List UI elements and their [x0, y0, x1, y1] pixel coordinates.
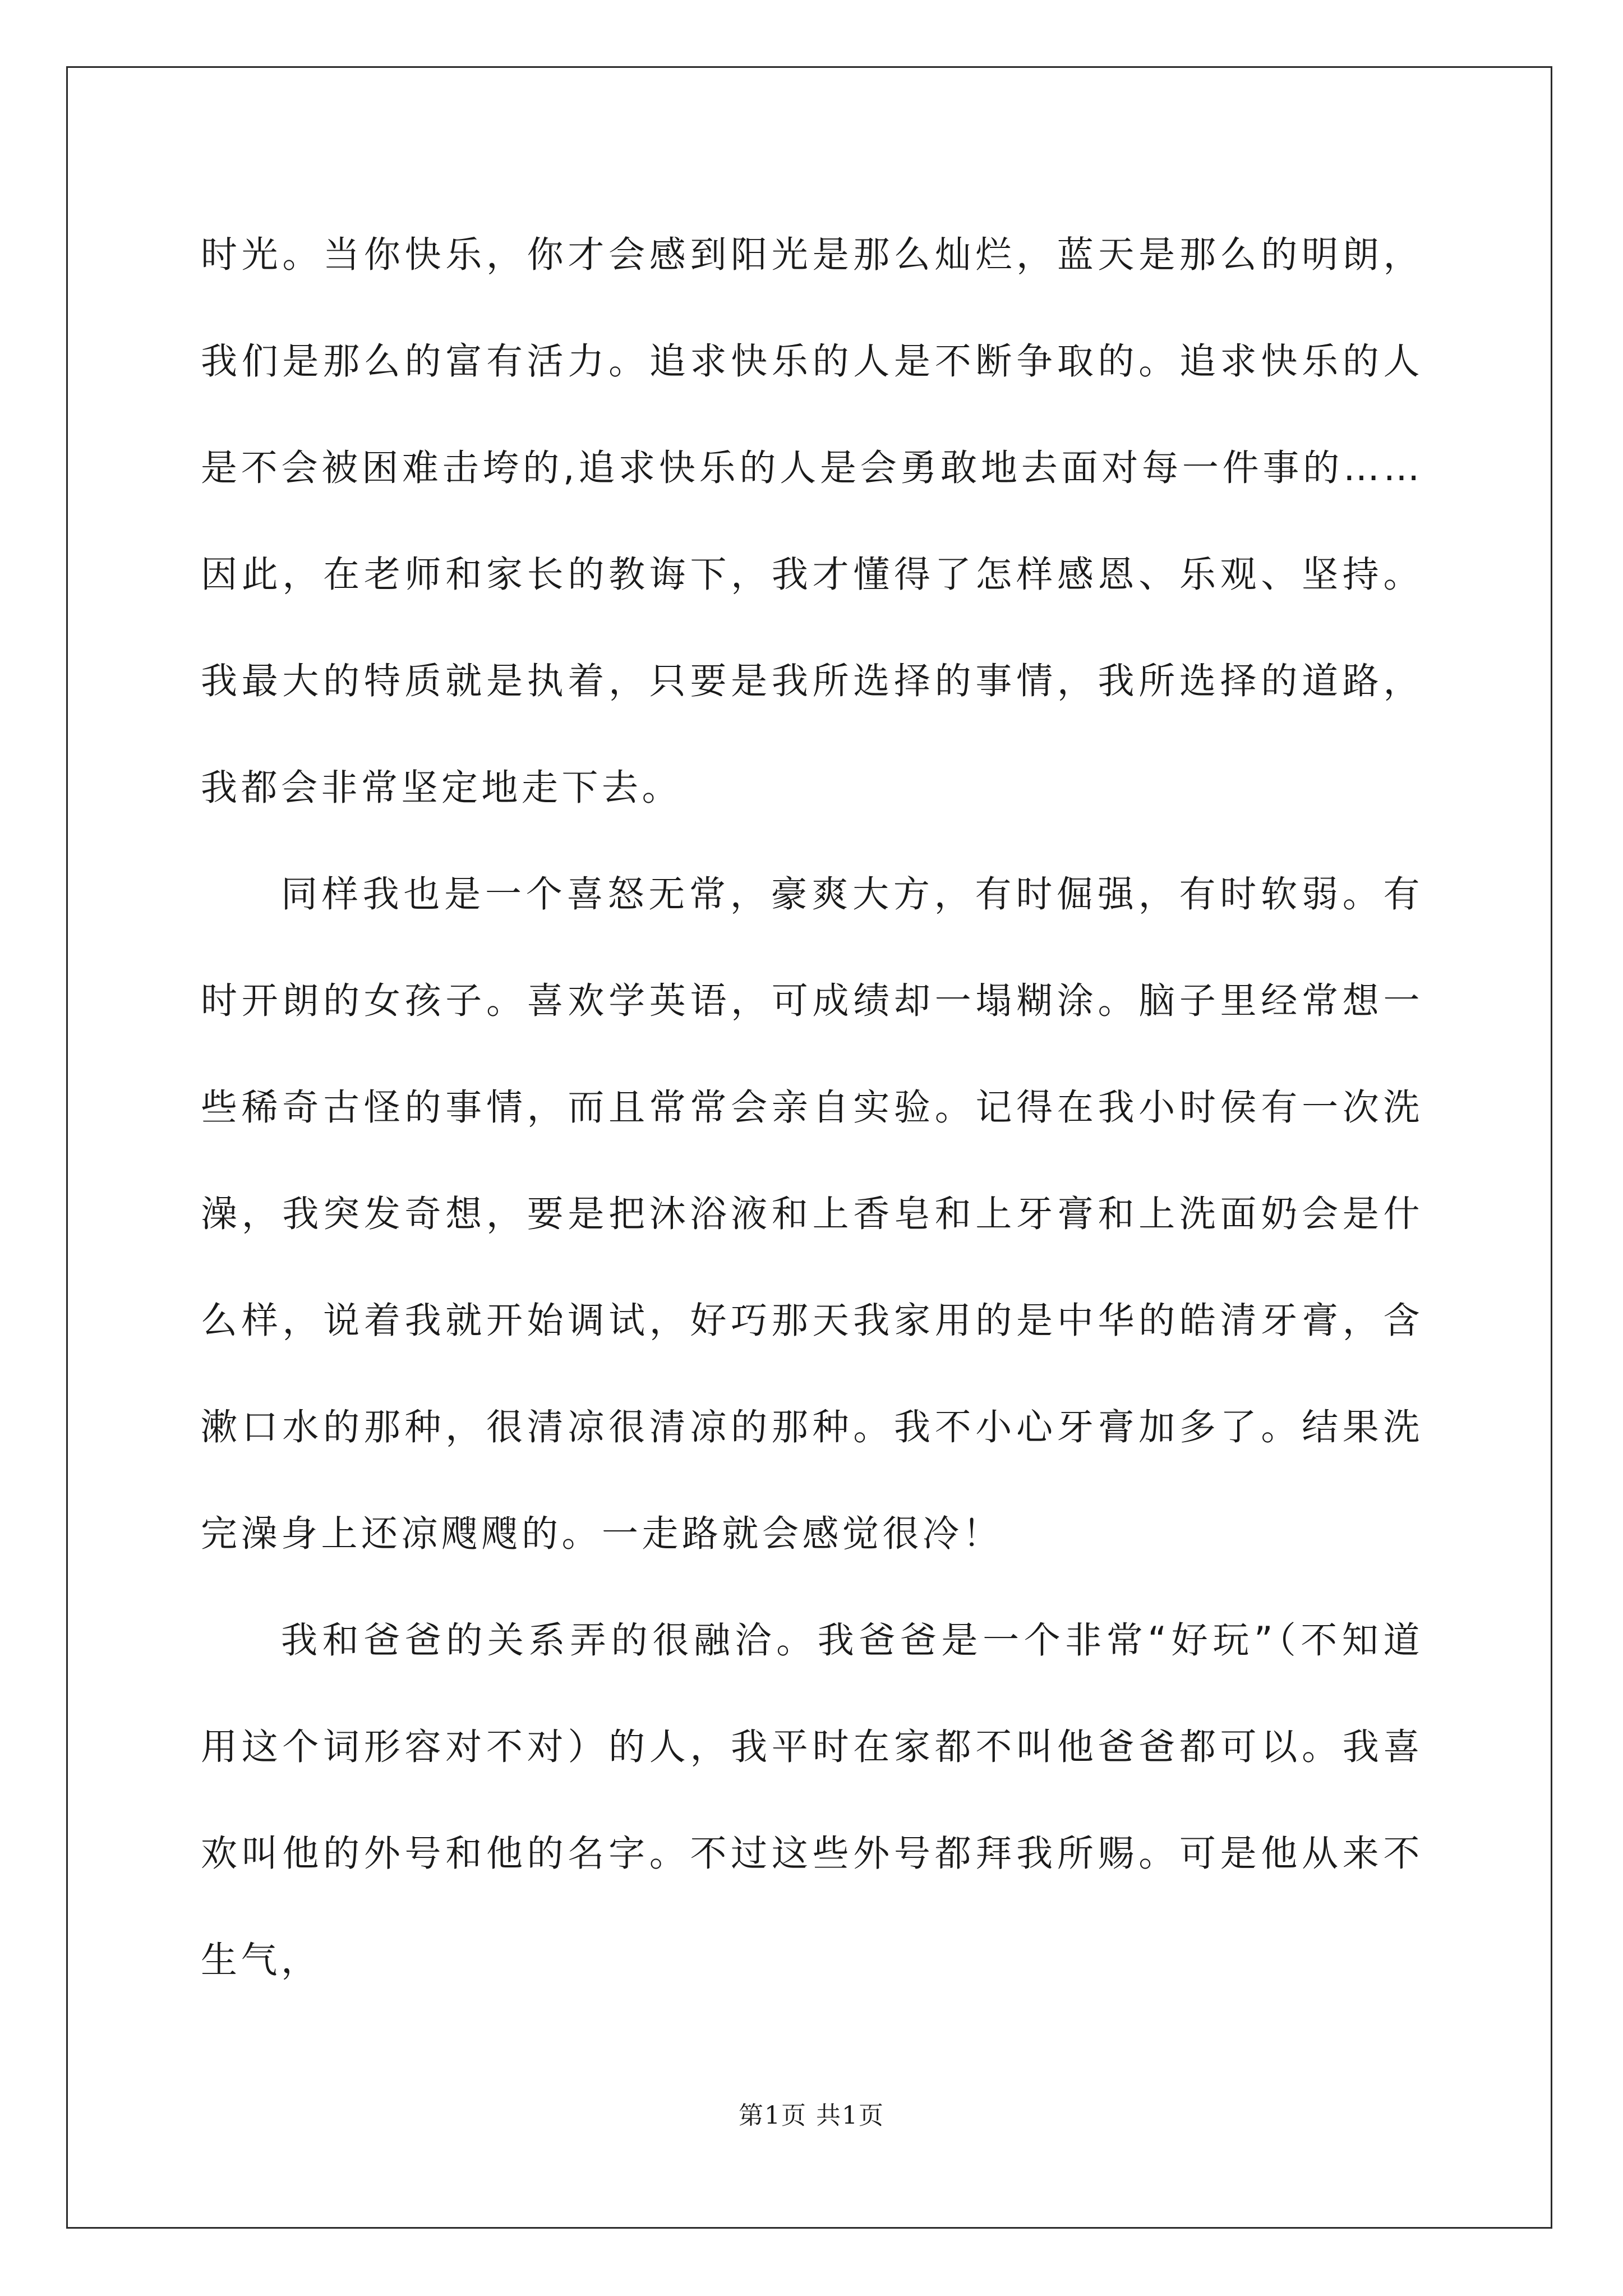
document-body — [201, 202, 1423, 2014]
paragraph-2: 同样我也是一个喜怒无常，豪爽大方，有时倔强，有时软弱。有时开朗的女孩子。喜欢学英语，可成绩却一塌糊涂。脑子里经常想一些稀奇古怪的事情，而且常常会亲自实验。记得在我小时侯有一次洗澡，我突发奇想，要是把沐浴液和上香皂和上牙膏和上洗面奶会是什么样，说着我就开始调试，好巧那天我家用的是中华的皓清牙膏，含漱口水的那种，很清凉很清凉的那种。我不小心牙膏加多了。结果洗完澡身上还凉飕飕的。一走路就会感觉很冷！ — [201, 873, 1423, 1555]
paragraph-1: 时光。当你快乐，你才会感到阳光是那么灿烂，蓝天是那么的明朗，我们是那么的富有活力。追求快乐的人是不断争取的。追求快乐的人是不会被困难击垮的,追求快乐的人是会勇敢地去面对每一件事的……因此，在老师和家长的教诲下，我才懂得了怎样感恩、乐观、坚持。我最大的特质就是执着，只要是我所选择的事情，我所选择的道路，我都会非常坚定地走下去。 — [201, 234, 1423, 809]
paragraph-3: 我和爸爸的关系弄的很融洽。我爸爸是一个非常“好玩”（不知道用这个词形容对不对）的人，我平时在家都不叫他爸爸都可以。我喜欢叫他的外号和他的名字。不过这些外号都拜我所赐。可是他从来不生气， — [201, 1619, 1423, 1981]
page-number-footer: 第1页 共1页 — [739, 2101, 884, 2130]
